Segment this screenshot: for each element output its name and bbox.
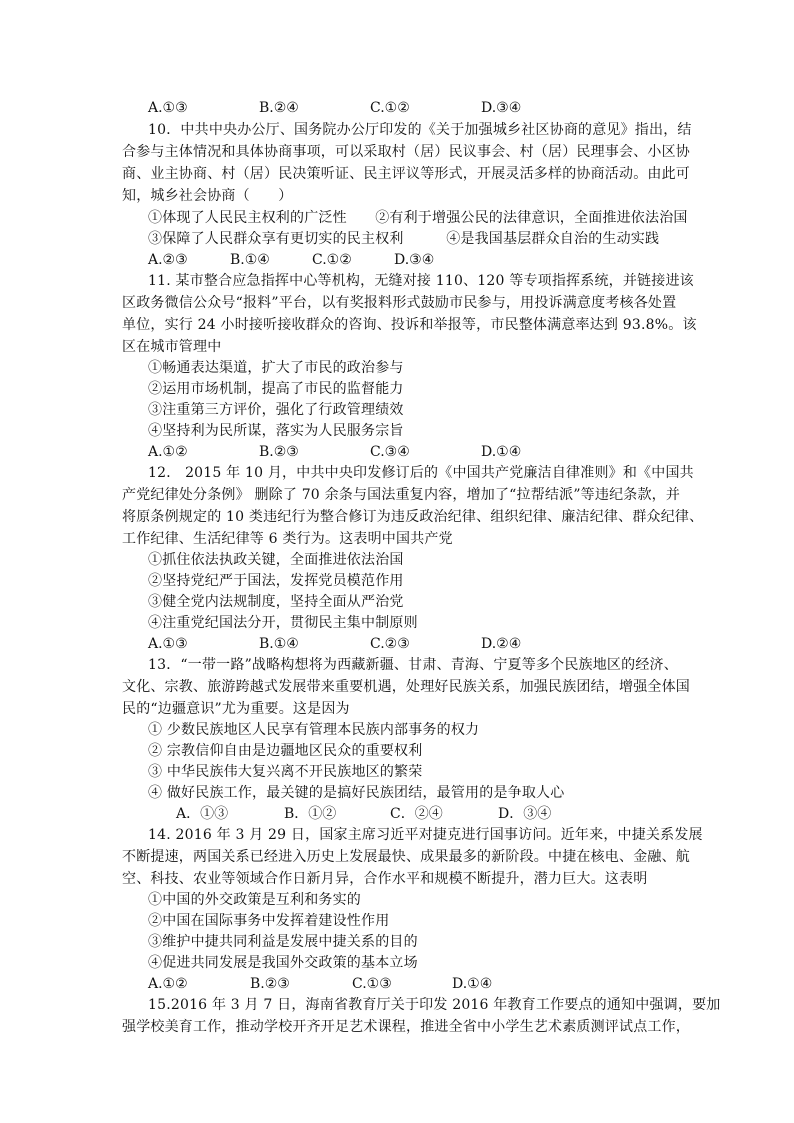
q14-statement-1: ①中国的外交政策是互利和务实的	[148, 892, 361, 908]
q14-option-a: A.①②	[148, 976, 188, 992]
q11-option-d: D.①④	[481, 444, 522, 460]
q11-option-b: B.②③	[259, 444, 299, 460]
q13-statement-3: ③ 中华民族伟大复兴离不开民族地区的繁荣	[148, 764, 423, 780]
q12-stem-line-4: 工作纪律、生活纪律等 6 类行为。这表明中国共产党	[122, 531, 453, 547]
q10-statement-1: ①体现了人民民主权利的广泛性 ②有利于增强公民的法律意识，全面推进依法治国	[148, 210, 688, 226]
q12-statement-3: ③健全党内法规制度，坚持全面从严治党	[148, 594, 404, 610]
q11-option-c: C.③④	[370, 444, 410, 460]
q12-option-c: C.②③	[370, 636, 410, 652]
q11-statement-1: ①畅通表达渠道，扩大了市民的政治参与	[148, 360, 404, 376]
q12-statement-1: ①抓住依法执政关键，全面推进依法治国	[148, 552, 404, 568]
q14-statement-3: ③维护中捷共同利益是发展中捷关系的目的	[148, 934, 418, 950]
q11-stem-line-2: 区政务微信公众号“报料”平台，以有奖报料形式鼓励市民参与，用投诉满意度考核各处置	[122, 295, 677, 311]
q10-option-d: D.③④	[394, 252, 435, 268]
q13-statement-2: ② 宗教信仰自由是边疆地区民众的重要权利	[148, 743, 423, 759]
q11-option-a: A.①②	[148, 444, 188, 460]
q10-option-c: C.①②	[312, 252, 352, 268]
q13-stem-line-3: 民的“边疆意识”尤为重要。这是因为	[122, 701, 350, 717]
q13-option-a: A．①③	[176, 806, 229, 822]
q13-option-b: B．①②	[284, 806, 337, 822]
q11-stem-line-3: 单位，实行 24 小时接听接收群众的咨询、投诉和举报等，市民整体满意率达到 93.8%。该	[122, 317, 697, 333]
q14-option-b: B.②③	[250, 976, 290, 992]
q14-option-d: D.①④	[452, 976, 493, 992]
q11-statement-2: ②运用市场机制，提高了市民的监督能力	[148, 381, 404, 397]
q10-option-b: B.①④	[230, 252, 270, 268]
q10-stem-line-4: 知，城乡社会协商（ ）	[122, 188, 293, 204]
q14-stem-line-3: 空、科技、农业等领域合作日新月异，合作水平和规模不断提升，潜力巨大。这表明	[122, 871, 648, 887]
q9-option-b: B.②④	[259, 100, 299, 116]
q9-option-c: C.①②	[370, 100, 410, 116]
q10-stem-line-3: 商、业主协商、村（居）民决策听证、民主评议等形式，开展灵活多样的协商活动。由此可	[122, 166, 690, 182]
q10-stem-line-2: 合参与主体情况和具体协商事项，可以采取村（居）民议事会、村（居）民理事会、小区协	[122, 144, 690, 160]
q13-stem-line-2: 文化、宗教、旅游跨越式发展带来重要机遇，处理好民族关系，加强民族团结，增强全体国	[122, 679, 690, 695]
q13-option-d: D．③④	[498, 806, 552, 822]
q13-option-c: C．②④	[390, 806, 443, 822]
q12-stem-line-3: 将原条例规定的 10 类违纪行为整合修订为违反政治纪律、组织纪律、廉洁纪律、群众纪律、	[122, 509, 704, 525]
q12-statement-4: ④注重党纪国法分开，贯彻民主集中制原则	[148, 615, 418, 631]
q10-option-a: A.②③	[148, 252, 188, 268]
q14-stem-line-2: 不断提速，两国关系已经进入历史上发展最快、成果最多的新阶段。中捷在核电、金融、航	[122, 849, 690, 865]
q12-stem-line-2: 产党纪律处分条例》 删除了 70 余条与国法重复内容，增加了“拉帮结派”等违纪条款，并	[122, 487, 681, 503]
q14-statement-2: ②中国在国际事务中发挥着建设性作用	[148, 913, 390, 929]
q12-option-b: B.①④	[259, 636, 299, 652]
q12-option-d: D.②④	[481, 636, 522, 652]
q11-statement-4: ④坚持利为民所谋，落实为人民服务宗旨	[148, 423, 404, 439]
q9-option-a: A.①③	[148, 100, 188, 116]
q13-statement-1: ① 少数民族地区人民享有管理本民族内部事务的权力	[148, 722, 480, 738]
q12-stem-line-1: 12． 2015 年 10 月，中共中央印发修订后的《中国共产党廉洁自律准则》和《中国共	[148, 465, 694, 481]
q10-stem-line-1: 10．中共中央办公厅、国务院办公厅印发的《关于加强城乡社区协商的意见》指出，结	[148, 122, 692, 138]
q14-statement-4: ④促进共同发展是我国外交政策的基本立场	[148, 955, 418, 971]
q14-stem-line-1: 14. 2016 年 3 月 29 日，国家主席习近平对捷克进行国事访问。近年来，中捷关系发展	[148, 827, 703, 843]
q13-stem-line-1: 13．“一带一路”战略构想将为西藏新疆、甘肃、青海、宁夏等多个民族地区的经济、	[148, 657, 678, 673]
q15-stem-line-2: 强学校美育工作，推动学校开齐开足艺术课程，推进全省中小学生艺术素质测评试点工作，	[122, 1019, 690, 1035]
q15-stem-line-1: 15.2016 年 3 月 7 日，海南省教育厅关于印发 2016 年教育工作要点的通知中强调，要加	[148, 997, 721, 1013]
q12-option-a: A.①③	[148, 636, 188, 652]
q10-statement-2: ③保障了人民群众享有更切实的民主权利 ④是我国基层群众自治的生动实践	[148, 231, 660, 247]
q9-option-d: D.③④	[481, 100, 522, 116]
q11-stem-line-1: 11. 某市整合应急指挥中心等机构，无缝对接 110、120 等专项指挥系统，并链接进该	[148, 273, 694, 289]
q14-option-c: C.①③	[352, 976, 392, 992]
q11-statement-3: ③注重第三方评价，强化了行政管理绩效	[148, 402, 404, 418]
q13-statement-4: ④ 做好民族工作，最关键的是搞好民族团结，最管用的是争取人心	[148, 785, 565, 801]
q12-statement-2: ②坚持党纪严于国法，发挥党员模范作用	[148, 573, 404, 589]
q11-stem-line-4: 区在城市管理中	[122, 339, 222, 355]
